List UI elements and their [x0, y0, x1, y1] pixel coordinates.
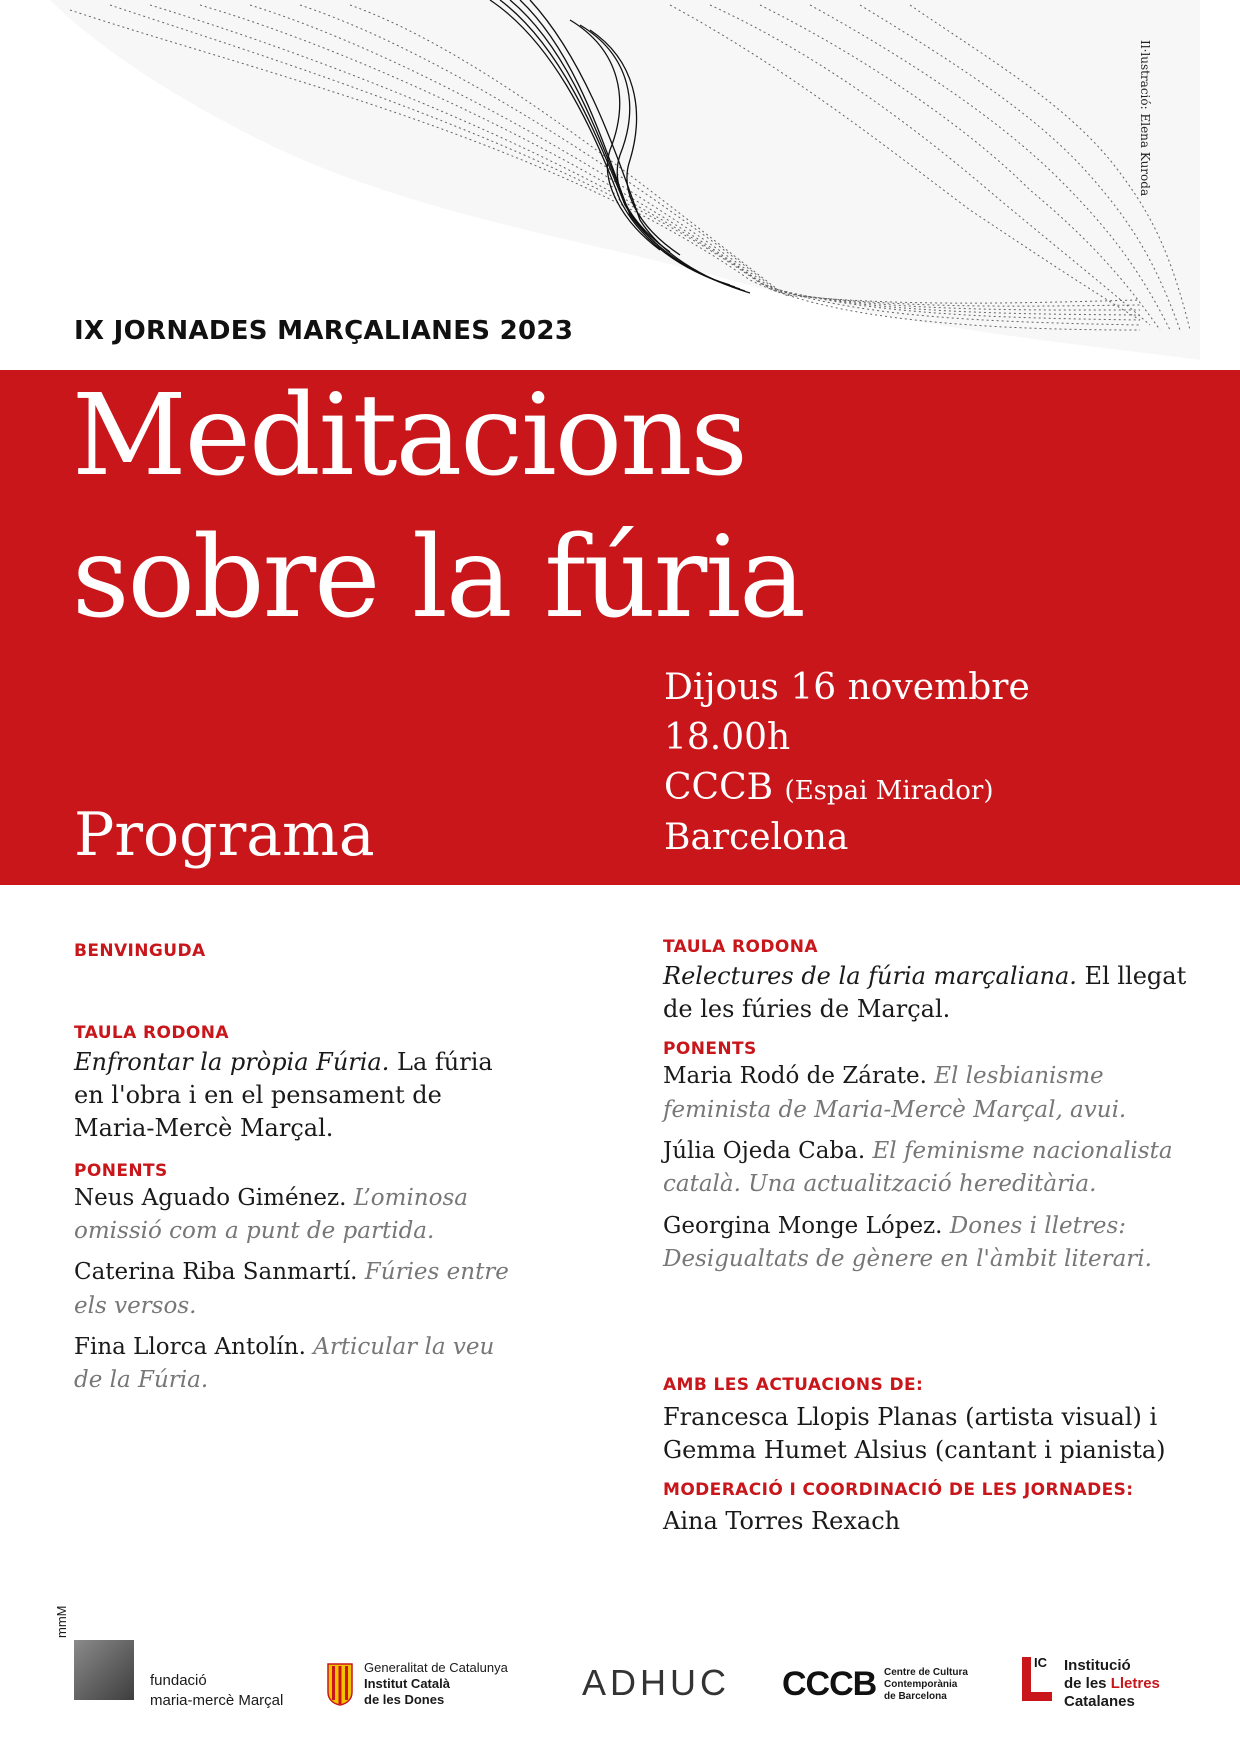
fmm-mark: mmM — [54, 1605, 69, 1638]
gen-line1: Generalitat de Catalunya — [364, 1660, 508, 1675]
iel-line1: Institució — [1064, 1657, 1131, 1674]
page-title-line-2: sobre la fúria — [72, 513, 804, 643]
moderation-name: Aina Torres Rexach — [663, 1506, 901, 1535]
event-city: Barcelona — [664, 817, 849, 858]
event-venue — [664, 767, 994, 808]
speaker-talk: L’ominosa omissió com a punt de partida. — [74, 1184, 468, 1244]
event-date: Dijous 16 novembre — [664, 667, 1030, 708]
cccb-mark: CCCB — [782, 1665, 877, 1703]
speaker-name: Júlia Ojeda Caba. — [663, 1138, 866, 1165]
venue-name: CCCB — [664, 767, 774, 808]
speaker-talk: El lesbianisme feminista de Maria-Mercè Marçal, avui. — [663, 1063, 1127, 1123]
generalitat-emblem-icon — [326, 1662, 354, 1706]
program-column-right — [663, 936, 1193, 1538]
round-table-description — [663, 960, 1193, 1026]
fundacio-mmm-logo — [54, 1605, 290, 1715]
event-kicker: IX JORNADES MARÇALIANES 2023 — [74, 316, 574, 346]
program-column-left — [74, 940, 514, 1406]
round-table-desc: La fúria en l'obra i en el pensament de Maria-Mercè Marçal. — [74, 1048, 493, 1143]
speaker-item — [74, 1182, 514, 1249]
fmm-photo — [74, 1640, 134, 1700]
speaker-item — [663, 1060, 1193, 1127]
speaker-talk: Articular la veu de la Fúria. — [74, 1333, 495, 1394]
illustration-credit: Il·lustració: Elena Kuroda — [1138, 40, 1152, 197]
speaker-name: Caterina Riba Sanmartí. — [74, 1259, 358, 1286]
adhuc-logo: ADHUC — [582, 1662, 731, 1703]
speaker-item — [74, 1331, 514, 1398]
page-title-line-1: Meditacions — [72, 371, 746, 501]
speaker-name: Fina Llorca Antolín. — [74, 1333, 306, 1360]
speaker-name: Neus Aguado Giménez. — [74, 1184, 347, 1211]
round-table-label: TAULA RODONA — [663, 937, 818, 957]
iec-lletres-logo — [1022, 1657, 1192, 1715]
welcome-label: BENVINGUDA — [74, 941, 206, 961]
round-table-desc: El llegat de les fúries de Marçal. — [663, 962, 1187, 1024]
round-table-title: Relectures de la fúria marçaliana. — [663, 962, 1077, 991]
cccb-line2: Contemporània — [884, 1679, 958, 1690]
speaker-item — [663, 1135, 1193, 1202]
speakers-label: PONENTS — [74, 1160, 168, 1181]
iel-line2a: de les — [1064, 1675, 1111, 1692]
cccb-logo — [782, 1663, 968, 1705]
iel-mark-text: IC — [1034, 1655, 1047, 1670]
cccb-line1: Centre de Cultura — [884, 1667, 968, 1678]
cccb-line3: de Barcelona — [884, 1691, 947, 1702]
speaker-talk: Dones i lletres: Desigualtats de gènere en l'àmbit literari. — [663, 1212, 1152, 1273]
venue-detail: (Espai Mirador) — [784, 776, 994, 806]
iel-line2 — [1064, 1675, 1160, 1692]
round-table-title: Enfrontar la pròpia Fúria. — [74, 1048, 390, 1077]
speakers-label: PONENTS — [663, 1039, 757, 1060]
round-table-description — [74, 1046, 514, 1145]
performances-text: Francesca Llopis Planas (artista visual) i Gemma Humet Alsius (cantant i pianista) — [663, 1402, 1166, 1464]
performances-label: AMB LES ACTUACIONS DE: — [663, 1375, 924, 1396]
speaker-talk: El feminisme nacionalista català. Una actualització hereditària. — [663, 1138, 1173, 1198]
fmm-name-line1: fundació — [150, 1672, 207, 1689]
round-table-label: TAULA RODONA — [74, 1023, 229, 1044]
gen-line3: de les Dones — [364, 1692, 445, 1707]
iel-line2b: Lletres — [1110, 1675, 1160, 1692]
fmm-name-line2: maria-mercè Marçal — [150, 1692, 284, 1709]
speaker-name: Georgina Monge López. — [663, 1212, 943, 1239]
event-time: 18.00h — [664, 717, 791, 758]
speaker-item — [74, 1256, 514, 1323]
gen-line2: Institut Català — [364, 1676, 450, 1691]
speaker-talk: Fúries entre els versos. — [74, 1259, 509, 1319]
program-heading: Programa — [74, 800, 375, 870]
generalitat-logo — [326, 1660, 536, 1710]
moderation-label: MODERACIÓ I COORDINACIÓ DE LES JORNADES: — [663, 1479, 1134, 1500]
speaker-name: Maria Rodó de Zárate. — [663, 1063, 927, 1090]
iel-line3: Catalanes — [1064, 1693, 1135, 1710]
speaker-item — [663, 1210, 1193, 1277]
